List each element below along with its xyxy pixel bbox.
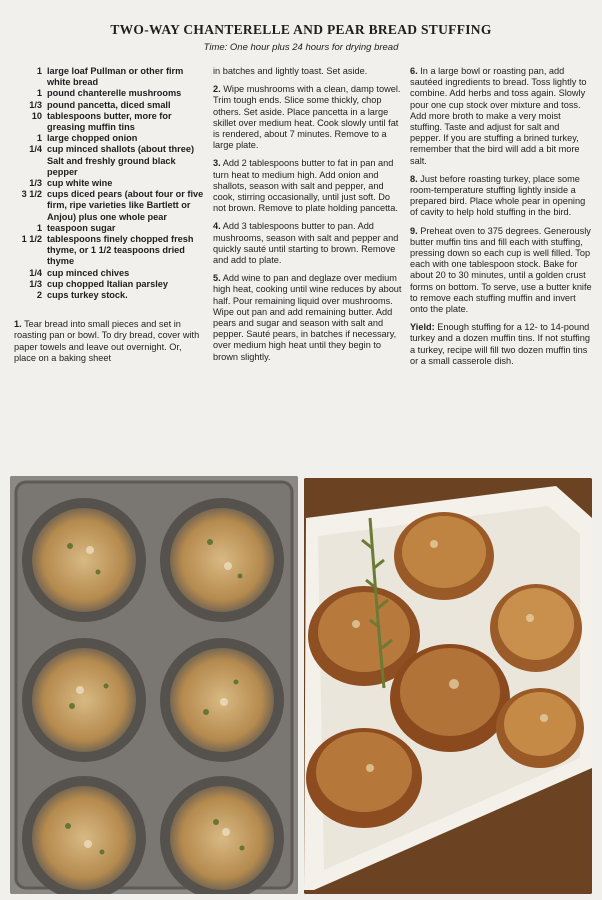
column-ingredients	[14, 66, 204, 371]
step-6: 6. In a large bowl or roasting pan, add sautéed ingredients to bread. Toss lightly to combine. Add herbs and toss again. Slowly pour one cup stock over mixture and toss. Add more broth to make a very moist stuffing. Taste and adjust for salt and pepper. If you are stuffing a brined turkey, remember that the bird will add a bit more salt.	[410, 66, 587, 166]
ingredient-item: 1 1/2 tablespoons finely chopped fresh thyme, or 1 1/2 teaspoons dried thyme	[21, 234, 194, 267]
ingredient-item: 1/4 cup minced shallots (about three)	[29, 144, 195, 155]
ingredient-list	[14, 66, 204, 301]
plated-stuffing-photo	[304, 478, 592, 894]
muffin-tin-photo	[10, 476, 298, 894]
ingredient-item: 1/3 cup chopped Italian parsley	[29, 278, 168, 289]
recipe-title: TWO-WAY CHANTERELLE AND PEAR BREAD STUFFING	[110, 22, 492, 37]
ingredient-item: 1 pound chanterelle mushrooms	[36, 88, 182, 99]
plated-stuffing-illustration	[304, 478, 592, 894]
muffin-tin-illustration	[10, 476, 298, 894]
step-3: 3. Add 2 tablespoons butter to fat in pan and turn heat to medium high. Add onion and shallots, season with salt and pepper, and cook, stirring occasionally, until just soft. Do not brown. Remove to plate holding pancetta.	[213, 158, 398, 214]
step-1-continued: in batches and lightly toast. Set aside.	[213, 66, 368, 76]
step-9: 9. Preheat oven to 375 degrees. Generously butter muffin tins and fill each with stuffing, pressing down so each cup is well filled. Top each with one tablespoon stock. Bake for about 20 to 30 minutes, until a golden crust forms on bottom. To serve, use a butter knife to remove each stuffing muffin and invert onto the plate.	[410, 225, 592, 315]
ingredient-item: 3 1/2 cups diced pears (about four or five firm, ripe varieties like Bartlett or Anjou) plus one whole pear	[21, 189, 204, 222]
column-steps-right	[410, 66, 592, 374]
ingredient-item: 1 teaspoon sugar	[36, 222, 116, 233]
ingredient-item: 1 large loaf Pullman or other firm white bread	[36, 66, 184, 88]
ingredient-item: 1/3 cup white wine	[29, 178, 113, 189]
yield: Yield: Enough stuffing for a 12- to 14-pound turkey and a dozen muffin tins. If not stuffing a turkey, recipe will fill two dozen muffin tins or a small casserole dish.	[410, 322, 590, 366]
muffin-cup-2	[160, 498, 284, 622]
ingredient-item: 10 tablespoons butter, more for greasing muffin tins	[31, 110, 172, 133]
step-2: 2. Wipe mushrooms with a clean, damp towel. Trim tough ends. Slice some thickly, chop others. Set aside. Place pancetta in a large skillet over medium heat. Cook slowly until fat is rendered, about 7 minutes. Remove to a large plate.	[213, 84, 401, 151]
step-4: 4. Add 3 tablespoons butter to pan. Add mushrooms, season with salt and pepper and quickly sauté until starting to brown. Remove and add to plate.	[213, 221, 399, 266]
step-1: 1. Tear bread into small pieces and set in roasting pan or bowl. To dry bread, cover with paper towels and leave out overnight. Or, place on a baking sheet	[14, 319, 200, 363]
step-5: 5. Add wine to pan and deglaze over medium high heat, cooking until wine reduces by about half. Pour remaining liquid over mushrooms. Wipe out pan and add remaining butter. Add pears and sugar and season with salt and pepper. Sauté pears, in batches if necessary, over medium high heat until they begin to brown slightly.	[213, 273, 402, 362]
recipe-subtitle: Time: One hour plus 24 hours for drying bread	[203, 42, 399, 53]
step-8: 8. Just before roasting turkey, place some room-temperature stuffing lightly inside a prepared bird. Place whole pear in opening of cavity to help hold stuffing in the bird.	[410, 173, 586, 218]
muffin-cup-1	[22, 498, 146, 622]
ingredient-item: 1/3 pound pancetta, diced small	[29, 99, 171, 110]
column-steps-middle	[213, 66, 403, 370]
muffin-cup-3	[22, 638, 146, 762]
ingredient-item: 2 cups turkey stock.	[36, 290, 128, 301]
ingredient-item: 1/4 cup minced chives	[29, 267, 130, 278]
ingredient-item: Salt and freshly ground black pepper	[47, 155, 176, 177]
ingredient-item: 1 large chopped onion	[36, 133, 138, 144]
